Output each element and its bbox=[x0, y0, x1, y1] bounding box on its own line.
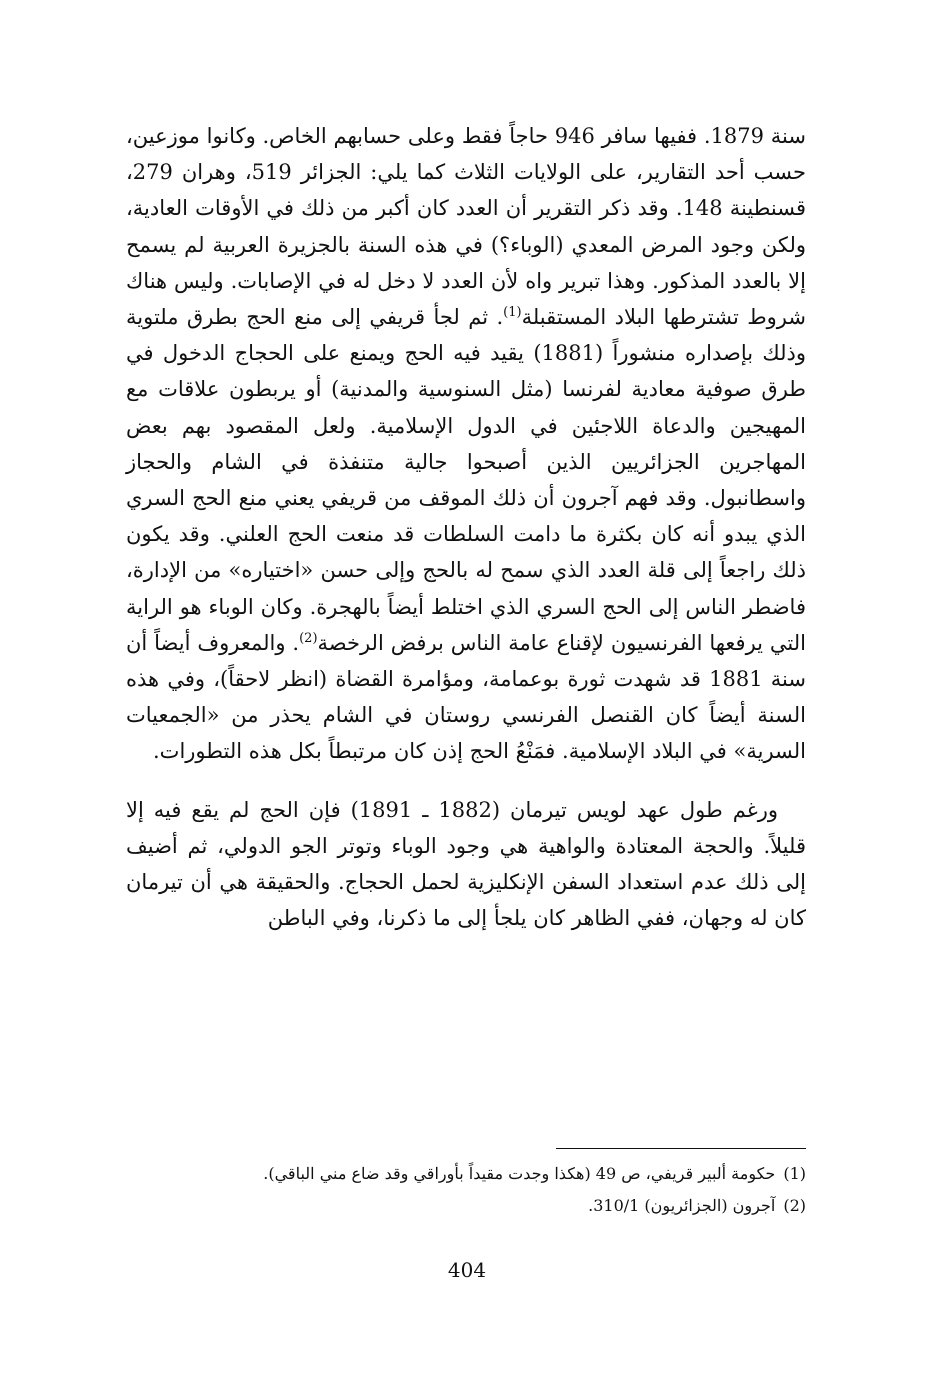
page-number: 404 bbox=[447, 1258, 487, 1282]
paragraph-1 bbox=[126, 118, 806, 770]
footnote-2-text: آجرون (الجزائريون) 310/1. bbox=[588, 1196, 776, 1215]
paragraph-2: ورغم طول عهد لويس تيرمان (1882 ـ 1891) فإن الحج لم يقع فيه إلا قليلاً. والحجة المعتادة والواهية هي وجود الوباء وتوتر الجو الدولي، ثم أضيف إلى ذلك عدم استعداد السفن الإنكليزية لحمل الحجاج. والحقيقة هي أن تيرمان كان له وجهان، ففي الظاهر كان يلجأ إلى ما ذكرنا، وفي الباطن bbox=[126, 797, 806, 931]
footnote-ref-2: (2) bbox=[299, 630, 318, 646]
main-text bbox=[126, 118, 806, 936]
footnotes bbox=[126, 1158, 806, 1222]
footnote-1-number: (1) bbox=[783, 1164, 806, 1183]
footnote-1 bbox=[126, 1158, 806, 1190]
footnote-ref-1: (1) bbox=[503, 305, 522, 321]
footnote-2-number: (2) bbox=[783, 1196, 806, 1215]
footnote-1-text: حكومة ألبير قريفي، ص 49 (هكذا وجدت مقيداً بأوراقي وقد ضاع مني الباقي). bbox=[263, 1164, 776, 1183]
footnote-separator bbox=[556, 1148, 806, 1149]
paragraph-1-part-2: . ثم لجأ قريفي إلى منع الحج بطرق ملتوية وذلك بإصداره منشوراً (1881) يقيد فيه الحج ويمنع على الحجاج الدخول في طرق صوفية معادية لفرنسا (مثل السنوسية والمدنية) أو يربطون علاقات مع المهيجين والدعاة اللاجئين في الدول الإسلامية. ولعل المقصود بهم بعض المهاجرين الجزائريين الذين أصبحوا جالية متنفذة في الشام والحجاز واسطانبول. وقد فهم آجرون أن ذلك الموقف من قريفي يعني منع الحج السري الذي يبدو أنه كان بكثرة ما دامت السلطات قد منعت الحج العلني. وقد يكون ذلك راجعاً إلى قلة العدد الذي سمح له بالحج وإلى حسن «اختياره» من الإدارة، فاضطر الناس إلى الحج السري الذي اختلط أيضاً بالهجرة. وكان الوباء هو الراية التي يرفعها الفرنسيون لإقناع عامة الناس برفض الرخصة bbox=[126, 305, 807, 655]
footnote-2 bbox=[126, 1190, 806, 1222]
paragraph-1-part-3: . والمعروف أيضاً أن سنة 1881 قد شهدت ثورة بوعمامة، ومؤامرة القضاة (انظر لاحقاً)، وفي هذه السنة أيضاً كان القنصل الفرنسي روستان في الشام يحذر من «الجمعيات السرية» في البلاد الإسلامية. فمَنْعُ الحج إذن كان مرتبطاً بكل هذه التطورات. bbox=[126, 630, 806, 764]
paragraph-1-part-1: سنة 1879. ففيها سافر 946 حاجاً فقط وعلى حسابهم الخاص. وكانوا موزعين، حسب أحد التقارير، على الولايات الثلاث كما يلي: الجزائر 519، وهران 279، قسنطينة 148. وقد ذكر التقرير أن العدد كان أكبر من ذلك في الأوقات العادية، ولكن وجود المرض المعدي (الوباء؟) في هذه السنة بالجزيرة العربية لم يسمح إلا بالعدد المذكور. وهذا تبرير واه لأن العدد لا دخل له في الإصابات. وليس هناك شروط تشترطها البلاد المستقبلة bbox=[126, 124, 806, 330]
